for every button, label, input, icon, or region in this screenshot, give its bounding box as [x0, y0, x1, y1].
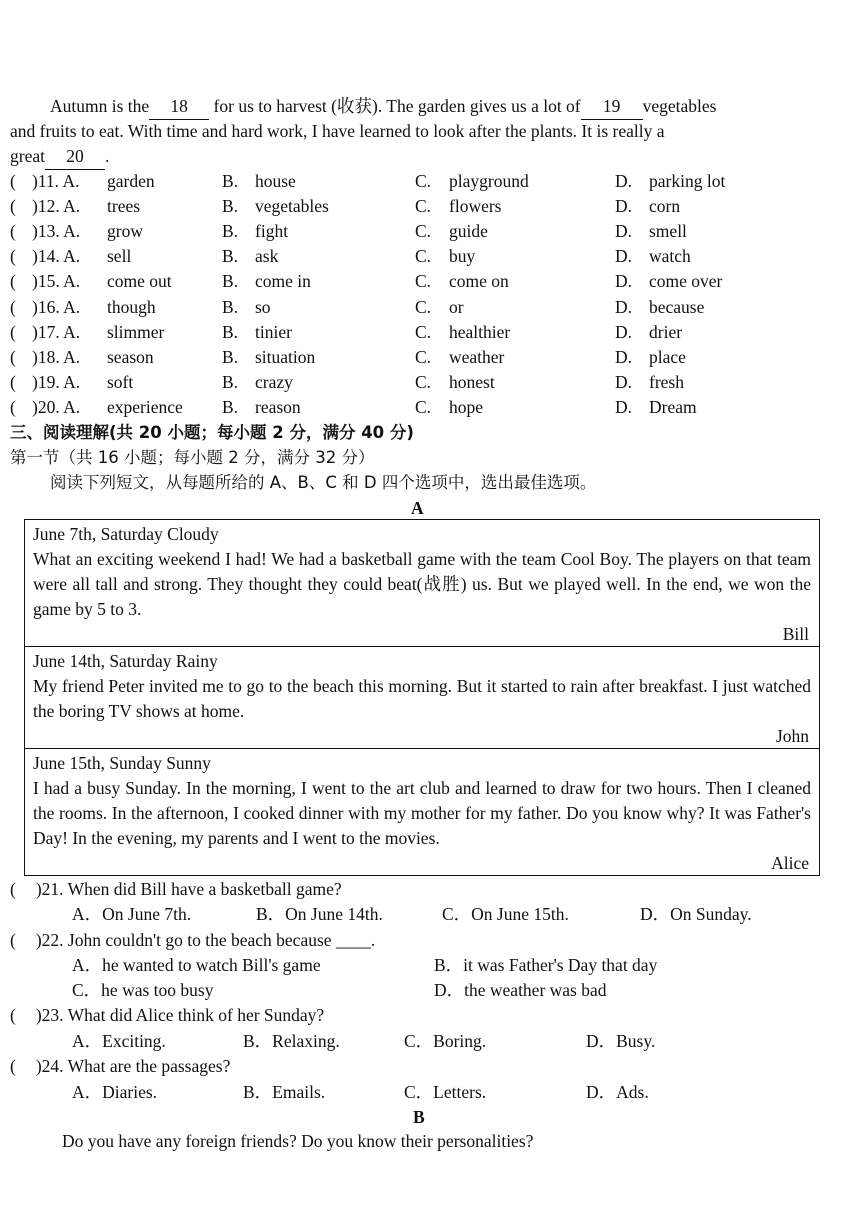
option-d-label: D. — [615, 371, 633, 392]
option-d: D．the weather was bad — [434, 980, 607, 1000]
answer-paren: ( — [10, 396, 16, 417]
option-d-label: D. — [615, 296, 633, 317]
answer-paren: ( — [10, 321, 16, 342]
option-d-text: watch — [649, 246, 691, 267]
option-b-text: ask — [255, 246, 279, 267]
option-b: B．it was Father's Day that day — [434, 955, 658, 975]
diary-heading: June 15th, Sunday Sunny — [33, 753, 211, 773]
option-c-label: C. — [415, 321, 432, 342]
passage-line-3 — [10, 144, 109, 170]
option-c-label: C. — [415, 396, 432, 417]
option-a-text: season — [107, 346, 154, 367]
option-a-text: experience — [107, 396, 183, 417]
option-c-label: C. — [415, 196, 432, 217]
answer-paren: ( — [10, 1005, 16, 1025]
answer-paren: ( — [10, 271, 16, 292]
question-stem: )21. When did Bill have a basketball game? — [35, 879, 342, 899]
option-b: B．On June 14th. — [256, 904, 383, 924]
option-c-text: honest — [449, 371, 495, 392]
option-c-label: C. — [415, 271, 432, 292]
answer-paren: ( — [10, 196, 16, 217]
cloze-question-row — [10, 269, 860, 294]
option-b-label: B. — [222, 246, 239, 267]
cloze-question-row — [10, 395, 860, 420]
option-b-text: tinier — [255, 321, 292, 342]
option-d-text: place — [649, 346, 686, 367]
cloze-question-row — [10, 320, 860, 345]
blank-20: 20 — [45, 144, 105, 170]
diary-signature: John — [775, 726, 809, 746]
option-b-label: B. — [222, 396, 239, 417]
answer-paren: ( — [10, 879, 16, 899]
option-d-text: come over — [649, 271, 723, 292]
option-b-text: so — [255, 296, 271, 317]
option-d-text: smell — [649, 221, 687, 242]
part-title: 第一节（共 16 小题；每小题 2 分，满分 32 分） — [10, 448, 375, 467]
passage-text: great — [10, 146, 45, 166]
question-number: )13. A. — [32, 221, 81, 242]
option-b-label: B. — [222, 271, 239, 292]
question-24 — [10, 1054, 230, 1079]
answer-paren: ( — [10, 246, 16, 267]
diary-entry-john — [24, 646, 820, 749]
cloze-question-row — [10, 194, 860, 219]
option-d: D．Busy. — [586, 1031, 656, 1051]
option-b-label: B. — [222, 296, 239, 317]
option-c: C．Letters. — [404, 1082, 487, 1102]
cloze-question-row — [10, 169, 860, 194]
option-d-label: D. — [615, 321, 633, 342]
diary-heading: June 7th, Saturday Cloudy — [33, 524, 219, 544]
answer-paren: ( — [10, 371, 16, 392]
option-b-text: fight — [255, 221, 289, 242]
passage-label-a: A — [411, 498, 424, 518]
option-c-text: healthier — [449, 321, 511, 342]
option-a-text: though — [107, 296, 156, 317]
option-a-text: garden — [107, 171, 155, 191]
option-a: A．he wanted to watch Bill's game — [72, 955, 321, 975]
option-c-text: weather — [449, 346, 505, 367]
option-c-text: come on — [449, 271, 509, 292]
option-d-label: D. — [615, 246, 633, 267]
passage-text: Autumn is the — [50, 96, 150, 116]
cloze-question-row — [10, 345, 860, 370]
option-a-text: grow — [107, 221, 143, 242]
option-b-label: B. — [222, 221, 239, 242]
section-title: 三、阅读理解(共 20 小题；每小题 2 分，满分 40 分) — [10, 423, 414, 442]
option-c-label: C. — [415, 296, 432, 317]
option-c-label: C. — [415, 221, 432, 242]
diary-heading: June 14th, Saturday Rainy — [33, 651, 218, 671]
question-number: )16. A. — [32, 296, 81, 317]
option-b-text: reason — [255, 396, 301, 417]
option-b: B．Emails. — [243, 1082, 326, 1102]
question-number: )12. A. — [32, 196, 81, 217]
option-a-text: soft — [107, 371, 134, 392]
question-number: )11. A. — [32, 171, 80, 191]
option-c-text: playground — [449, 171, 529, 191]
blank-19: 19 — [581, 94, 643, 120]
option-c-text: guide — [449, 221, 488, 242]
answer-paren: ( — [10, 930, 16, 950]
option-d-label: D. — [615, 196, 633, 217]
question-number: )17. A. — [32, 321, 81, 342]
option-d-text: parking lot — [649, 171, 726, 191]
instruction: 阅读下列短文，从每题所给的 A、B、C 和 D 四个选项中，选出最佳选项。 — [50, 473, 597, 492]
option-d-text: because — [649, 296, 705, 317]
option-c: C．he was too busy — [72, 980, 214, 1000]
question-number: )15. A. — [32, 271, 81, 292]
question-23 — [10, 1003, 324, 1028]
option-a: A．Exciting. — [72, 1031, 166, 1051]
question-number: )14. A. — [32, 246, 81, 267]
option-d-text: drier — [649, 321, 683, 342]
option-b-text: house — [255, 171, 296, 191]
diary-body: My friend Peter invited me to go to the beach this morning. But it started to rain after breakfast. I just watched the boring TV shows at home. — [33, 676, 811, 721]
option-c-label: C. — [415, 346, 432, 367]
diary-body: I had a busy Sunday. In the morning, I went to the art club and learned to draw for two hours. Then I cleaned the rooms. In the afternoon, I cooked dinner with my mother for my father. Do you know why? It was Father's Day! In the evening, my parents and I went to the movies. — [33, 778, 811, 848]
option-d: D．On Sunday. — [640, 904, 752, 924]
blank-18: 18 — [149, 94, 209, 120]
option-d-label: D. — [615, 271, 633, 292]
answer-paren: ( — [10, 296, 16, 317]
answer-blank: ____ — [335, 930, 371, 950]
question-number: )18. A. — [32, 346, 81, 367]
option-b-text: crazy — [255, 371, 293, 392]
cloze-question-row — [10, 370, 860, 395]
option-b-text: come in — [255, 271, 311, 292]
question-number: )19. A. — [32, 371, 81, 392]
option-a-text: slimmer — [107, 321, 165, 342]
option-d: D．Ads. — [586, 1082, 649, 1102]
option-b-label: B. — [222, 371, 239, 392]
answer-paren: ( — [10, 171, 16, 191]
option-d-label: D. — [615, 346, 633, 367]
question-21 — [10, 877, 342, 902]
passage-text: for us to harvest (收获). The garden gives us a lot of — [213, 96, 581, 116]
cloze-question-row — [10, 219, 860, 244]
question-end: . — [370, 930, 376, 950]
option-c: C．Boring. — [404, 1031, 487, 1051]
passage-text: . — [104, 146, 110, 166]
option-c-text: flowers — [449, 196, 502, 217]
option-c-text: buy — [449, 246, 476, 267]
option-d-text: corn — [649, 196, 681, 217]
question-stem: )24. What are the passages? — [35, 1056, 231, 1076]
answer-paren: ( — [10, 1056, 16, 1076]
passage-label-b: B — [413, 1107, 425, 1127]
option-b-label: B. — [222, 346, 239, 367]
option-a: A．Diaries. — [72, 1082, 158, 1102]
option-b-label: B. — [222, 321, 239, 342]
option-c-label: C. — [415, 246, 432, 267]
option-b-text: situation — [255, 346, 316, 367]
passage-line-1 — [50, 94, 717, 120]
passage-text: vegetables — [642, 96, 717, 116]
option-c-text: or — [449, 296, 464, 317]
question-22 — [10, 928, 375, 953]
option-d-label: D. — [615, 396, 633, 417]
option-a-text: come out — [107, 271, 172, 292]
diary-entry-bill — [24, 519, 820, 647]
option-b-label: B. — [222, 196, 239, 217]
option-c-label: C. — [415, 371, 432, 392]
cloze-question-row — [10, 295, 860, 320]
option-c-label: C. — [415, 171, 432, 191]
option-c-text: hope — [449, 396, 484, 417]
option-d-text: fresh — [649, 371, 684, 392]
option-d-label: D. — [615, 171, 633, 191]
option-b-text: vegetables — [255, 196, 329, 217]
option-d-text: Dream — [649, 396, 697, 417]
question-stem: )23. What did Alice think of her Sunday? — [35, 1005, 325, 1025]
question-stem: )22. John couldn't go to the beach because — [35, 930, 332, 950]
option-a-text: trees — [107, 196, 141, 217]
option-d-label: D. — [615, 221, 633, 242]
diary-entry-alice — [24, 748, 820, 876]
diary-signature: Bill — [782, 624, 809, 644]
answer-paren: ( — [10, 221, 16, 242]
option-b: B．Relaxing. — [243, 1031, 340, 1051]
option-a: A．On June 7th. — [72, 904, 192, 924]
option-c: C．On June 15th. — [442, 904, 569, 924]
diary-body: What an exciting weekend I had! We had a basketball game with the team Cool Boy. The players on that team were all tall and strong. They thought they could beat(战胜) us. But we played well. In the end, we won the game by 5 to 3. — [33, 549, 811, 619]
question-number: )20. A. — [32, 396, 81, 417]
diary-signature: Alice — [771, 853, 809, 873]
passage-line-2: and fruits to eat. With time and hard work, I have learned to look after the plants. It is really a — [10, 121, 665, 141]
answer-paren: ( — [10, 346, 16, 367]
passage-b-line-1: Do you have any foreign friends? Do you know their personalities? — [62, 1131, 534, 1151]
cloze-question-row — [10, 244, 860, 269]
option-b-label: B. — [222, 171, 239, 191]
option-a-text: sell — [107, 246, 132, 267]
